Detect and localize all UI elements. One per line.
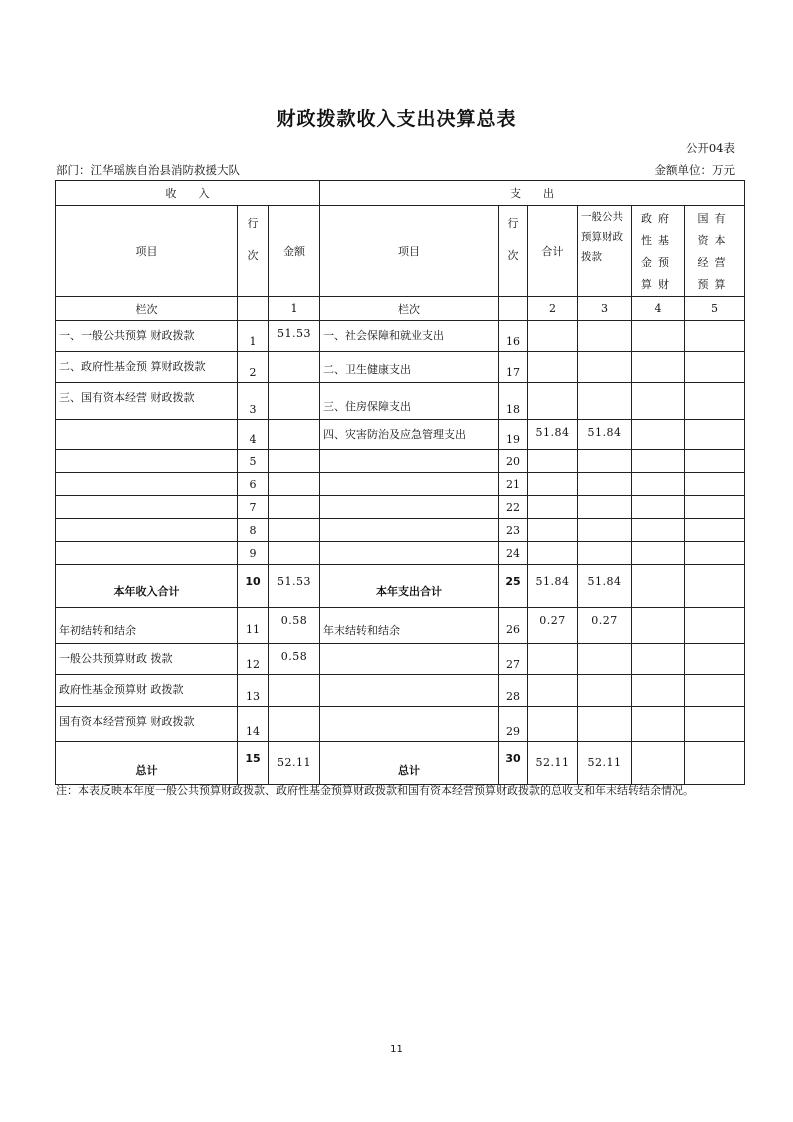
income-item-header: 项目 [56, 206, 238, 297]
table-row: 8 23 [56, 519, 745, 542]
table-row: 6 21 [56, 473, 745, 496]
expense-total-header: 合计 [528, 206, 578, 297]
page-number: 11 [390, 1044, 403, 1055]
col-index-1: 1 [269, 297, 320, 321]
table-row: 5 20 [56, 450, 745, 473]
col-index-4: 4 [632, 297, 685, 321]
income-amount-header: 金额 [269, 206, 320, 297]
income-row-header: 行次 [238, 206, 269, 297]
table-row: 国有资本经营预算 财政拨款 14 29 [56, 707, 745, 742]
table-row: 9 24 [56, 542, 745, 565]
table-row: 年初结转和结余 11 0.58 年末结转和结余 26 0.27 0.27 [56, 608, 745, 644]
expense-item-header: 项目 [320, 206, 499, 297]
table-row: 4 四、灾害防治及应急管理支出 19 51.84 51.84 [56, 420, 745, 450]
unit-label: 金额单位：万元 [654, 163, 735, 177]
year-total-row: 本年收入合计 10 51.53 本年支出合计 25 51.84 51.84 [56, 565, 745, 608]
table-row: 7 22 [56, 496, 745, 519]
col-index-5: 5 [685, 297, 745, 321]
department-label: 部门：江华瑶族自治县消防救援大队 [56, 163, 240, 177]
table-row: 二、政府性基金预 算财政拨款 2 二、卫生健康支出 17 [56, 352, 745, 383]
expense-lanci: 栏次 [320, 297, 499, 321]
column-index-row [56, 297, 745, 321]
income-lanci: 栏次 [56, 297, 238, 321]
col-index-3: 3 [578, 297, 632, 321]
income-header: 收 入 [56, 181, 320, 206]
form-number: 公开04表 [685, 141, 735, 155]
table-row: 三、国有资本经营 财政拨款 3 三、住房保障支出 18 [56, 383, 745, 420]
summary-table [55, 180, 745, 785]
grand-total-row: 总计 15 52.11 总计 30 52.11 52.11 [56, 742, 745, 785]
expense-header: 支 出 [320, 181, 745, 206]
fund-budget-header: 政府性基金预算财 [632, 206, 685, 297]
header-row-columns [56, 206, 745, 297]
table-row: 政府性基金预算财 政拨款 13 28 [56, 675, 745, 707]
page-title: 财政拨款收入支出决算总表 [276, 108, 517, 130]
header-row-section [56, 181, 745, 206]
state-capital-header: 国有资本经营预算 [685, 206, 745, 297]
expense-row-header: 行次 [499, 206, 528, 297]
table-note: 注：本表反映本年度一般公共预算财政拨款、政府性基金预算财政拨款和国有资本经营预算财政拨款的总收支和年末结转结余情况。 [56, 784, 694, 797]
general-budget-header: 一般公共预算财政拨款 [578, 206, 632, 297]
table-row: 一、一般公共预算 财政拨款 1 51.53 一、社会保障和就业支出 16 [56, 321, 745, 352]
table-row: 一般公共预算财政 拨款 12 0.58 27 [56, 644, 745, 675]
col-index-2: 2 [528, 297, 578, 321]
